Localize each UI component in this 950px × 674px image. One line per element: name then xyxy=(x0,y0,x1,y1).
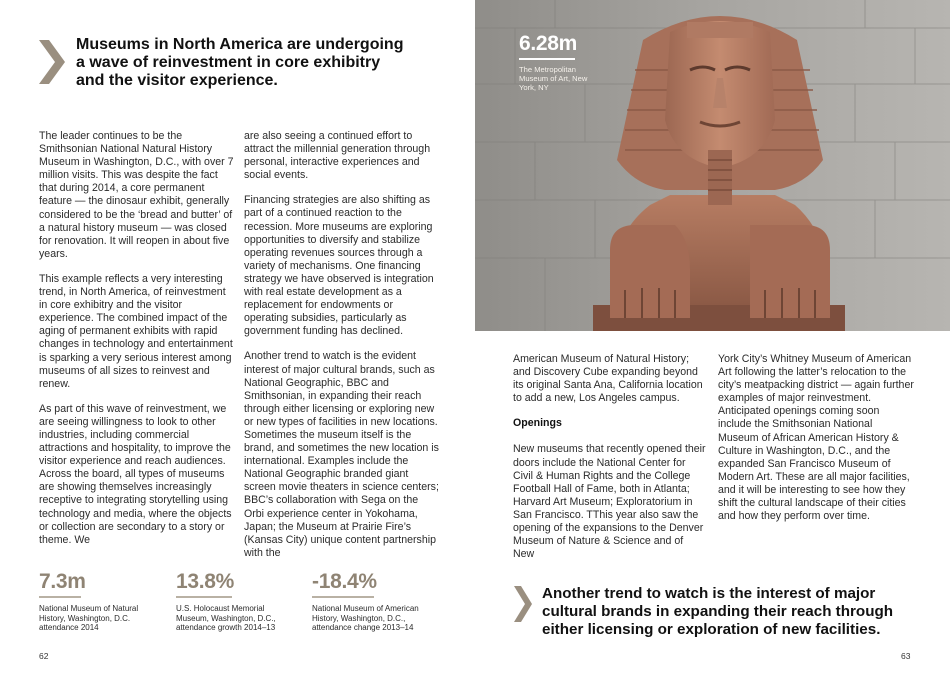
stat-rule xyxy=(39,596,81,598)
stat-value: -18.4% xyxy=(312,570,377,593)
stat-value: 13.8% xyxy=(176,570,235,593)
stat-value: 7.3m xyxy=(39,570,86,593)
paragraph: As part of this wave of reinvestment, we are seeing willingness to look to other industries, including commercial attractions and hospitality, to improve the visitor experience and reach audiences. Across the board, all types of museums are showing themselves increasingly receptive to integrating storytelling using technology and media, where the objects or collection are secondary to a story or theme. We xyxy=(39,402,232,546)
right-body-column-2 xyxy=(718,353,914,535)
paragraph: The leader continues to be the Smithsonian National Natural History Museum in Washington, D.C., with over 7 million visits. This was despite the fact that during 2014, a core permanent feature — the dinosaur exhibit, generally considered to be the ‘bread and butter’ of a natural history museum — was closed for renovation. It will reopen in about five years. xyxy=(39,130,234,260)
stat-holocaust-museum-growth xyxy=(176,571,288,633)
stat-nmnh-attendance xyxy=(39,571,157,633)
paragraph: Another trend to watch is the evident interest of major cultural brands, such as National Geographic, BBC and Smithsonian, in expanding their reach through either licensing or exploring new or new types of facilities in new locations. Sometimes the museum itself is the brand, and sometimes the new location is international. Examples include the National Geographic branded giant screen movie theaters in science centers; BBC’s collaboration with Sega on the Orbi experience center in Yokohama, Japan; the Museum at Prairie Fire’s (Kansas City) unique content partnership with the xyxy=(244,350,439,559)
stat-nmah-change xyxy=(312,571,432,633)
stat-label: National Museum of American History, Washington, D.C., attendance change 2013–14 xyxy=(312,604,419,633)
stat-label: U.S. Holocaust Memorial Museum, Washington, D.C., attendance growth 2014–13 xyxy=(176,604,276,633)
paragraph: American Museum of Natural History; and Discovery Cube expanding beyond its original Santa Ana, California location to add a new, Los Angeles campus. xyxy=(513,353,703,405)
right-body-column-1 xyxy=(513,353,707,573)
stat-label: The Metropolitan Museum of Art, New York, NY xyxy=(519,65,588,92)
paragraph: York City’s Whitney Museum of American Art following the latter’s relocation to the city’s meatpacking district — again further examples of major reinvestment. Anticipated openings coming soon include the Smithsonian National Museum of African American History & Culture in Washington, D.C., and the expanded San Francisco Museum of Modern Art. These are all major facilities, and it will be interesting to see how they shift the cultural landscape of their cities and how they perform over time. xyxy=(718,353,914,523)
paragraph: Financing strategies are also shifting as part of a continued reaction to the recession. More museums are exploring opportunities to diversify and stabilize operating revenues sources through a variety of mechanisms. One financing strategy we have observed is integration with real estate development as a replacement for endowments or operating subsidies, particularly as government funding has declined. xyxy=(244,194,434,338)
stat-label: National Museum of Natural History, Washington, D.C. attendance 2014 xyxy=(39,604,139,633)
page-number: 62 xyxy=(39,651,49,661)
section-heading-openings: Openings xyxy=(513,417,562,430)
stat-value: 6.28m xyxy=(519,32,578,55)
page-number: 63 xyxy=(901,651,911,661)
page-headline: Museums in North America are undergoing a wave of reinvestment in core exhibitry and the visitor experience. xyxy=(76,36,404,89)
stat-rule xyxy=(312,596,374,598)
paragraph: New museums that recently opened their doors include the National Center for Civil & Human Rights and the College Football Hall of Fame, both in Atlanta; Harvard Art Museum; Exploratorium in San Francisco. TThis year also saw the opening of the expansions to the Denver Museum of Nature & Science and of New xyxy=(513,443,706,561)
chevron-right-icon xyxy=(514,586,532,622)
sphinx-photo xyxy=(475,0,950,331)
stat-rule xyxy=(176,596,232,598)
left-body-column-1 xyxy=(39,130,235,559)
stat-rule xyxy=(519,58,575,60)
left-body-column-2 xyxy=(244,130,440,572)
right-page xyxy=(475,0,950,674)
paragraph: This example reflects a very interesting trend, in North America, of reinvestment in core exhibitry and the visitor experience. The combined impact of the aging of permanent exhibits with rapid changes in technology and entertainment is sparking a very serious interest among museums of all sizes to reinvest and renew. xyxy=(39,272,233,390)
pull-quote: Another trend to watch is the interest of major cultural brands in expanding their reach through either licensing or exploration of new facilities. xyxy=(542,585,894,639)
chevron-right-icon xyxy=(39,40,65,84)
paragraph: are also seeing a continued effort to attract the millennial generation through personal, interactive experiences and social events. xyxy=(244,130,431,182)
photo-stat-met xyxy=(519,33,591,92)
